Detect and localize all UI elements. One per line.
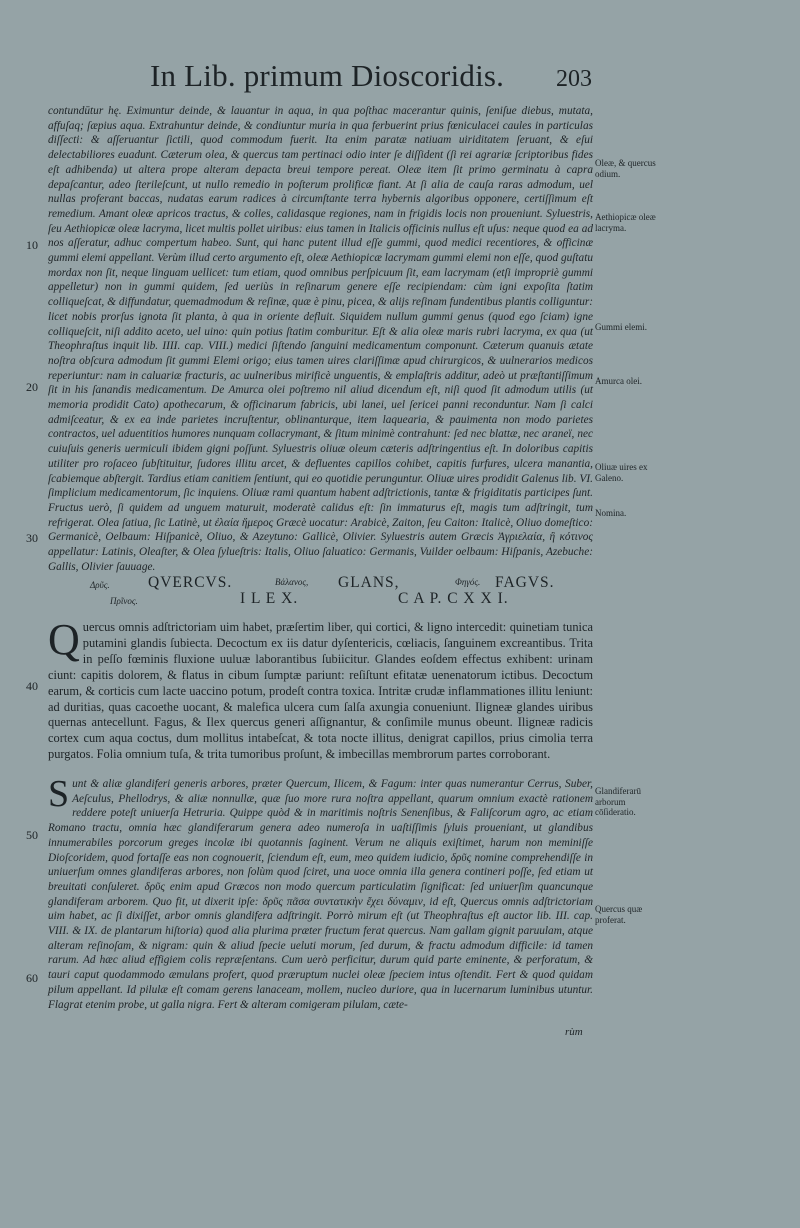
line-number: 40 bbox=[26, 679, 38, 693]
catchword: rùm bbox=[565, 1026, 583, 1038]
running-header bbox=[150, 58, 600, 98]
margin-note: Oleæ, & quercus odium. bbox=[595, 158, 656, 179]
drop-cap-q: Q bbox=[48, 615, 80, 664]
heading-ilex: I L E X. bbox=[240, 590, 299, 607]
chapter-heading bbox=[80, 574, 555, 608]
heading-greek-prinos: Πρῖνος. bbox=[110, 596, 138, 606]
running-title: In Lib. primum Dioscoridis. bbox=[150, 58, 505, 93]
line-number: 10 bbox=[26, 238, 38, 252]
line-number: 20 bbox=[26, 380, 38, 394]
line-number: 60 bbox=[26, 971, 38, 985]
margin-note: Aethiopicæ oleæ lacryma. bbox=[595, 212, 656, 233]
chapter-number: C A P. C X X I. bbox=[398, 590, 509, 607]
heading-greek-phegos: Φηγός. bbox=[455, 577, 481, 587]
margin-note: Amurca olei. bbox=[595, 376, 642, 386]
margin-note: Oliuæ uires ex Galeno. bbox=[595, 462, 648, 483]
margin-note: Quercus quæ proferat. bbox=[595, 904, 643, 925]
line-number: 30 bbox=[26, 531, 38, 545]
commentary-text-olive: contundūtur hę. Eximuntur deinde, & lauantur in aqua, in qua poſthac macerantur quinis, ſeniſue diebus, mutata, affuſaq; ſæpius aqua. Extrahuntur deinde, & condiuntur muria in qua ferbuerint prius fœniculacei caules in particulas diſſecti: & aſſeruantur ſictili, quod commodum fuerit. Ita enim paratæ natiuam uiriditatem ſeruant, & eſui delectabiliores euadunt. Cæterum olea, & quercus tam pertinaci odio inter ſe diſſident (ſi rei agrariæ ſcriptoribus fides eſt adhibenda) ut altera prope alteram depacta breui tempore pereat. Oleæ item ſit primo germinatu à capra depaſcantur, adeo ſterileſcunt, ut nullo remedio in poſterum prolificæ fiant. At ſi alia de cauſa raras admodum, uel nullas proferant baccas, nudatas earum radices à circumſtante terra hybernis algoribus opponere, certiſſimum eſt remedium. Amant oleæ apricos tractus, & colles, calidasque regiones, nam in frigidis locis non proueniunt. Syluestris, ſeu Aethiopicæ oleæ lacryma, licet multis pollet uiribus: eius tamen in Italicis officinis nullus eſt uſus: neque quod ea ad nos aſſeratur, adhuc compertum habeo. Sunt, qui hanc putent illud eſſe gummi, quod medici recentiores, & officinæ gummi elemi appellant. Verùm illud certo argumento eſt, oleæ Aethiopicæ lacrymam gummi elemi non eſſe, quod guſtatu mordax non ſit, neque linguam uellicet: tum etiam, quod omnibus perſpicuum ſit, eam lacrymam (etſi impropriè gummi appelletur) non in gummi quidem, ſed ueriùs in reſinarum genere eſſe recipiendam: cùm igni expoſita ſtatim colliqueſcat, & diffundatur, quemadmodum & reſinæ, quæ è pinu, picea, & alijs reſinam fundentibus plantis colliguntur: licet nobis prorſus ignota ſit planta, à qua in oriente defluit. Siquidem nullum gummi genus (quod ego ſciam) igne colliqueſcit, niſi addito aceto, uel uino: quin potius ſtatim comburitur. Eſt & alia oleæ maris rubri lacryma, ex qua (ut Theophraſtus inquit lib. IIII. cap. VIII.) medici ſiſtendo ſanguini medicamentum componunt. Cæterum quanuis ætate noſtra obſcura admodum ſit gummi Elemi origo; eius tamen uires clariſſimæ apud chirurgicos, & uulnerarios medicos reperiuntur: nam in caluariæ fracturis, ac uulneribus mirificè unguentis, & emplaſtris additur, adeò ut præſtantiſſimum ſit in his ſanandis medicamentum. De Amurca olei poſtremo nil aliud dicendum eſt, niſi quod ſit admodum utilis (ut memoria prodidit Cato) apothecarum, & officinarum fabricis, ubi lanei, uel ſericei panni reconduntur. Nam ſi calci admiſceatur, & ex ea inde parietes incruſtentur, oblinanturque, item laquearia, & pauimenta non modo parietes contractos, uel aduentitios humores nunquam collacrymant, & ſitum minimè contrahunt: ſed nec blattæ, nec araneï, nec cuiuſuis generis uermiculi ibidem gigni poſſunt. Syluestris oliuæ oleum cæteris adſtringentius eſt. In doloribus capitis utiliter pro roſaceo ſubſtituitur, ſudores illitu arcet, & defluentes capillos cohibet, capitis furfures, ulcera manantia, ſcabiemque abſtergit. Tardius etiam canitiem ſentiunt, qui eo quotidie perunguntur. Oliuæ uires prodidit Galenus lib. VI. ſimplicium medicamentorum, ſic inquiens. Oliuæ rami quantum habent adſtrictionis, tantæ & frigiditatis participes ſunt. Fructus uerò, ſi quidem ad unguem maturuit, moderatè calidus eſt: ſin immaturus eſt, magis tum adſtringit, tum refrigerat. Olea ſatiua, ſic Latinè, ut ἐλαία ἥμερος Græcè uocatur: Arabicè, Zaiton, ſeu Caiton: Italicè, Oliuo domeſtico: Germanicè, Oelbaum: Hiſpanicè, Oliuo, & Azeytuno: Gallicè, Olivier. Syluestris autem Græcis Ἀγριελαία, ἢ κότινος appellatur: Latinis, Oleaſter, & Olea ſylueſtris: Italis, Oliuo ſaluatico: Germanis, Vuilder oelbaum: Hiſpanis, Azebuche: Gallis, Olivier ſauuage. bbox=[48, 105, 593, 573]
heading-glans: GLANS, bbox=[338, 574, 400, 591]
heading-fagus: FAGVS. bbox=[495, 574, 555, 591]
margin-note: Gummi elemi. bbox=[595, 322, 647, 332]
heading-greek-balanos: Βάλανος, bbox=[275, 577, 309, 587]
margin-note: Glandiferarū arborum cōſideratio. bbox=[595, 786, 641, 817]
commentary-paragraph-olive bbox=[48, 104, 593, 575]
heading-greek-drys: Δρῦς. bbox=[90, 580, 110, 590]
commentary-paragraph-glandiferae bbox=[48, 773, 593, 1012]
dioscorides-body-text: uercus omnis adſtrictoriam uim habet, præſertim liber, qui cortici, & ligno intercedit: quinetiam tunica putamini glandis ſubiecta. Decoctum ex iis datur dyſentericis, cœliacis, ſanguinem excreantibus. Trita in peſſo fœminis fluxione uuluæ laborantibus ſubiicitur. Glandes eoſdem effectus exhibent: urinam ciunt: capitis dolorem, & flatus in cibum ſumptæ pariunt: reſiſtunt efitatæ uenenatorum ictibus. Decoctum earum, & corticis cum lacte uaccino potum, prodeſt contra toxica. Intritæ crudæ inflammationes illitu leniunt: ad duritias, quas cacoethe uocant, & malefica ulcera cum ſalſa axungia conueniunt. Iligneæ glandes uiribus quernas antecellunt. Fagus, & Ilex quercus generi aſſignantur, & conſimile munus obeunt. Iligneæ radicis cortex cum aqua coctus, dum mollitus intabeſcat, & tota nocte illitus, denigrat capillos, prius cimolia terra purgatos. Folia omnium tuſa, & trita tumoribus proſunt, & imbecillas membrorum partes corroborant. bbox=[48, 620, 593, 762]
commentary-text-glandiferae: unt & aliæ glandiferi generis arbores, præter Quercum, Ilicem, & Fagum: inter quas numerantur Cerrus, Suber, Aeſculus, Phellodrys, & aliæ nonnullæ, quæ ſuo more rura noſtra appellant, quarum omnium exactè rationem reddere poteſt uniuerſa Hetruria. Quippe quòd & in maritimis noſtris Senenſibus, & Faliſcorum agro, ac etiam Romano tractu, omnia hæc glandiferarum genera adeo numeroſa in uaſtiſſimis ſyluis proueniant, ut glandibus innumerabiles porcorum greges incolæ ibi quotannis ſaginent. Verum ne aliquis exiſtimet, harum non meminiſſe Dioſcoridem, quod fortaſſe eas non cognouerit, ſciendum eſt, eum, meo quidem iudicio, δρῦς nomine comprehendiſſe in uniuerſum omnes glandiferas arbores, non ſolùm quod ſciret, una uoce omnia illa genera contineri poſſe, ſed etiam ut breuitati conſuleret. δρῦς enim apud Græcos non modo quercum particulatim ſignificat: ſed uniuerſim quancunque glandiferam arborem. Quo fit, ut dixerit ipſe: δρῦς πᾶσα συντατικὴν ἔχει δύναμιν, id eſt, Quercus omnis adſtrictoriam uim habet, ac ſi dixiſſet, arbor omnis glandifera adſtringit. Porrò mirum eſt (ut Theophraſtus eſt auctor lib. III. cap. VIII. & IX. de plantarum hiſtoria) quod alia plurima præter fructum ferat quercus. Nam gallam gignit paruulam, atque alteram reſinoſam, & nigram: quin & aliud ſpecie ueluti morum, ſed durum, & fractu admodum difficile: id tamen rarum. Ad hæc aliud effigiem colis repræſentans. Cum uerò perficitur, durum quid parte eminente, & perforatum, & tauri caput quodammodo æmulans profert, quod præruptum nuclei oleæ ſpeciem intus oſtendit. Fert & quod quidam pilum appellant. Id pilulæ eſt comam gerens lanaceam, mollem, nucleo duriore, qua in lucernarum luminibus utuntur. Flagrat etenim probe, ut galla nigra. Fert & alteram comigeram pilulam, cæte- bbox=[48, 778, 593, 1011]
heading-quercus: QVERCVS. bbox=[148, 574, 233, 591]
dioscorides-text-quercus bbox=[48, 615, 593, 763]
margin-note: Nomina. bbox=[595, 508, 627, 518]
drop-cap-s: S bbox=[48, 773, 70, 815]
line-number: 50 bbox=[26, 828, 38, 842]
page-number: 203 bbox=[556, 66, 592, 92]
